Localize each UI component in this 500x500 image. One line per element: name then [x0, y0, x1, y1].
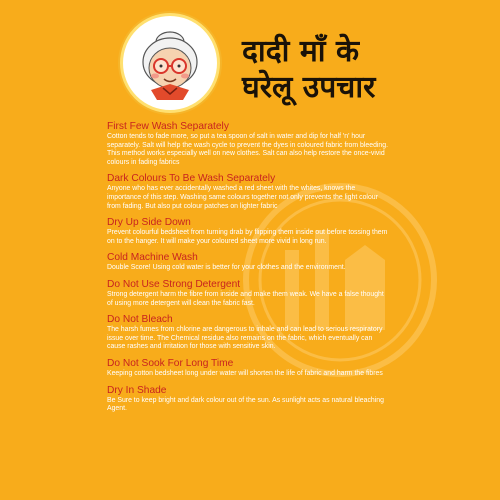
- grandmother-badge: [120, 13, 220, 113]
- title-line-1: दादी माँ के: [242, 34, 360, 69]
- tip-item: [107, 279, 389, 308]
- tip-title: Dark Colours To Be Wash Separately: [107, 173, 276, 185]
- tip-item: [107, 252, 389, 273]
- tip-body: Prevent colourful bedsheet from turning drab by flipping them inside out before tossing them on to the hanger. It will make your coloured sheet more vivid in long run.: [107, 229, 388, 245]
- tip-item: [107, 314, 389, 352]
- tip-title: Dry Up Side Down: [107, 217, 191, 229]
- title-line-2: घरेलू उपचार: [242, 70, 376, 105]
- tip-body: The harsh fumes from chlorine are dangerous to inhale and can lead to serious respiratory issue over time. The Chemical residue also remains on the fabric, which eventually can cause rashes and irritation for those with sensitive skin.: [107, 326, 383, 351]
- tip-item: [107, 358, 389, 379]
- tip-title: First Few Wash Separately: [107, 121, 229, 132]
- tip-item: [107, 385, 389, 414]
- tip-body: Cotton tends to fade more, so put a tea spoon of salt in water and dip for half 'n' hour separately. Salt will help the wash cycle to prevent the dyes in coloured fabric from bleeding. This method works especially well on new clothes. Salt can also help restore the once-vivid colours in fading fabrics: [107, 133, 389, 166]
- tip-body: Strong detergent harm the fibre from inside and make them weak. We have a false thought of using more detergent will clean the fabric fast.: [107, 290, 384, 307]
- tip-item: [107, 121, 389, 167]
- tip-title: Cold Machine Wash: [107, 252, 198, 264]
- tip-title: Do Not Sook For Long Time: [107, 357, 234, 369]
- tip-body: Double Score! Using cold water is better for your clothes and the environment.: [107, 264, 346, 272]
- tip-title: Do Not Bleach: [107, 314, 173, 326]
- tip-item: [107, 217, 389, 246]
- tip-title: Dry In Shade: [107, 384, 167, 396]
- tip-body: Keeping cotton bedsheet long under water will shorten the life of fabric and harm the fibres: [107, 369, 383, 377]
- tip-body: Be Sure to keep bright and dark colour out of the sun. As sunlight acts as natural bleaching Agent.: [107, 396, 384, 413]
- header: [120, 5, 390, 115]
- tip-body: Anyone who has ever accidentally washed a red sheet with the whites, knows the importance of this step. Washing same colours together not only prevents the light colour from fading. But also put colour patches on lighter fabric: [107, 185, 378, 210]
- tips-list: [107, 121, 389, 420]
- grandmother-face-icon: [127, 20, 213, 106]
- tip-title: Do Not Use Strong Detergent: [107, 278, 241, 290]
- tip-item: [107, 173, 389, 211]
